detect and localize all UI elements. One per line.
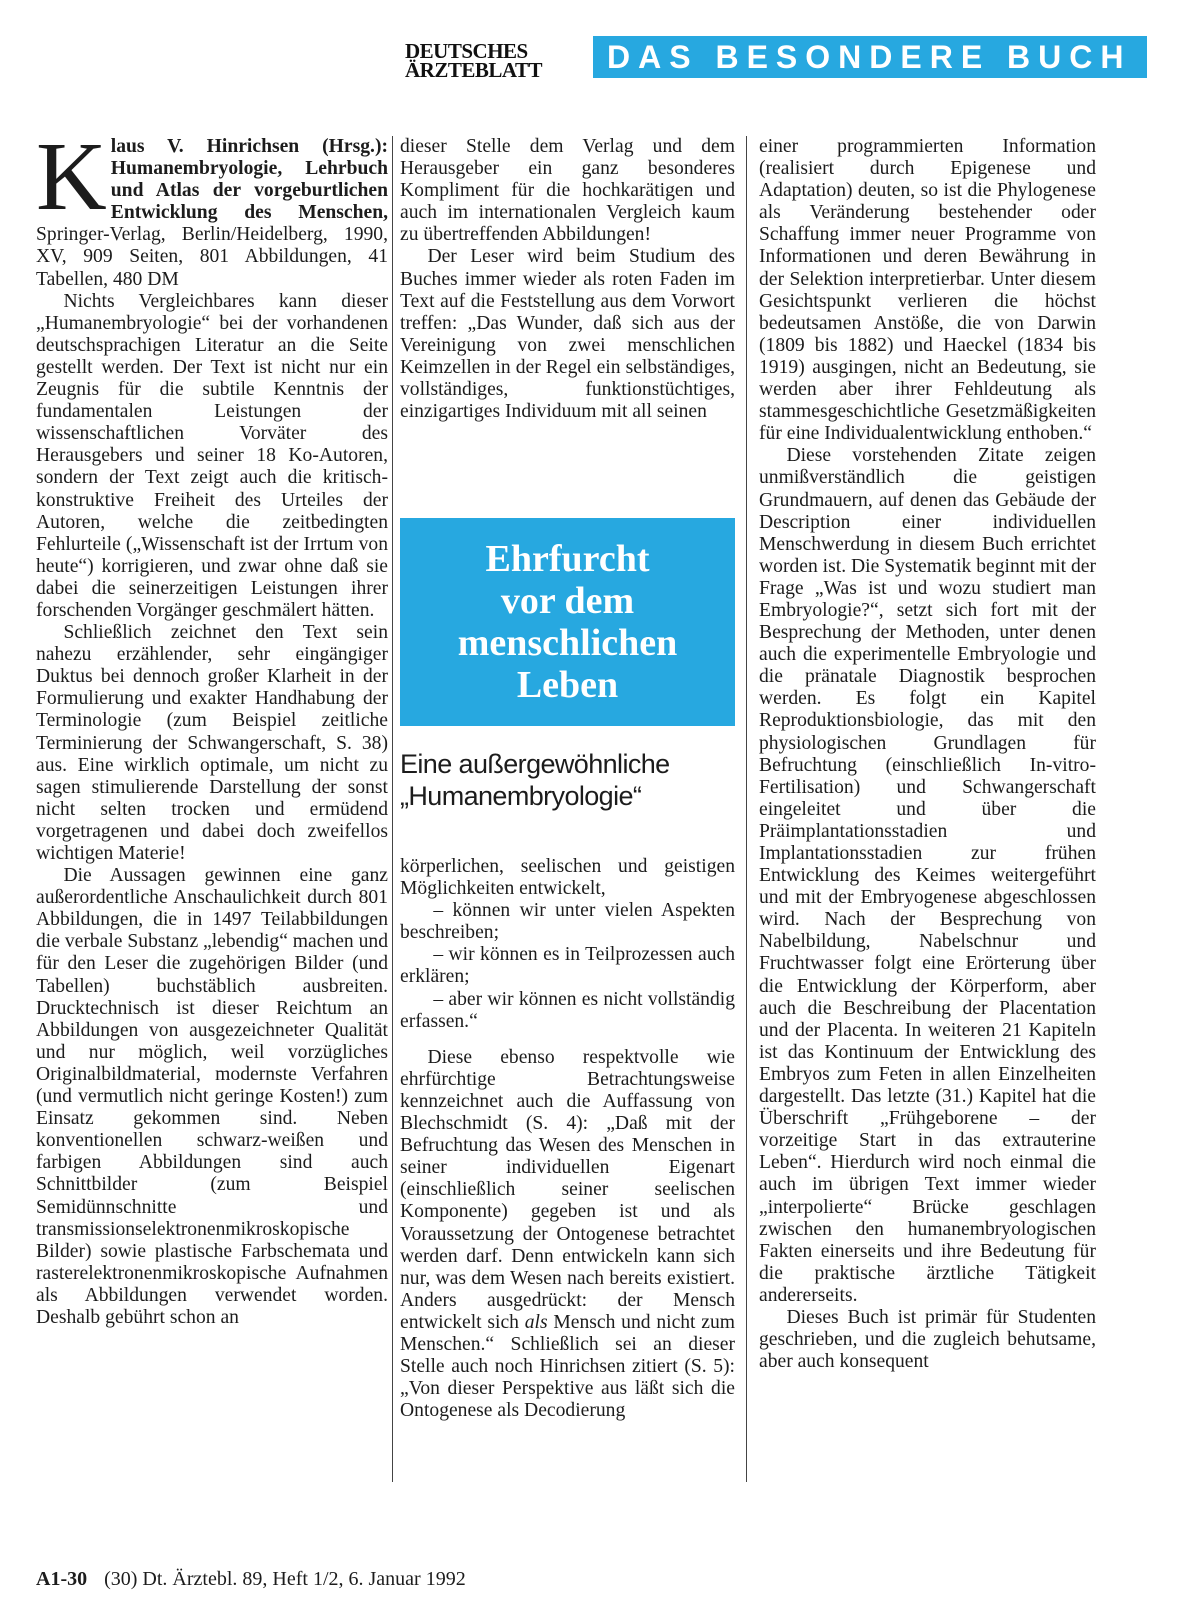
pull-quote-line: Leben [516, 664, 619, 706]
paragraph: dieser Stelle dem Verlag und dem Herausgeber ein ganz besonderes Kompliment für die hochkarätigen und auch im internationalen Vergleich kaum zu übertreffenden Abbildungen! [400, 136, 735, 246]
paragraph: einer programmierten Information (realisiert durch Epigenese und Adaptation) deuten, so ist die Phylogenese als Veränderung bestehender oder Schaffung immer neuer Programme von Informationen und deren Bewährung in der Selektion interpretierbar. Unter diesem Gesichtspunkt verlieren die höchst bedeutsamen Anstöße, die von Darwin (1809 bis 1882) und Haeckel (1834 bis 1919) ausgingen, nicht an Bedeutung, sie werden aber ihrer Fehldeutung als stammesgeschichtliche Gesetzmäßigkeiten für eine Individualentwicklung enthoben.“ [759, 136, 1096, 445]
bibliography-title: laus V. Hinrichsen (Hrsg.): Humanembryologie, Lehrbuch und Atlas der vorgeburtlichen Entwicklung des Menschen, [110, 136, 388, 224]
paragraph: Der Leser wird beim Studium des Buches immer wieder als roten Faden im Text auf die Feststellung aus dem Vorwort treffen: „Das Wunder, daß sich aus der Vereinigung von zwei menschlichen Keimzellen in der Regel ein selbständiges, vollständiges, funktionstüchtiges, einzigartiges Individuum mit all seinen [400, 246, 735, 423]
paragraph: Nichts Vergleichbares kann dieser „Humanembryologie“ bei der vorhandenen deutschsprachigen Literatur an die Seite gestellt werden. Der Text ist nicht nur ein Zeugnis für die subtile Kenntnis der fundamentalen Leistungen der wissenschaftlichen Vorväter des Herausgebers und seiner 18 Ko-Autoren, sondern der Text zeigt auch die kritisch-konstruktive Freiheit des Urteiles der Autoren, welche die zeitbedingten Fehlurteile („Wissenschaft ist der Irrtum von heute“) korrigieren, und zwar ohne daß sie dabei die seinerzeitigen Leistungen ihrer forschenden Vorgänger geschmälert hätten. [36, 290, 388, 621]
paragraph-text: Diese ebenso respektvolle wie ehrfürchtige Betrachtungsweise kennzeichnet auch die Auffassung von Blechschmidt (S. 4): „Daß mit der Befruchtung das Wesen des Menschen in seiner individuellen Eigenart (einschließlich seiner seelischen Komponente) gegeben ist und als Voraussetzung der Ontogenese betrachtet werden darf. Denn entwickeln kann sich nur, was dem Wesen nach bereits existiert. Anders ausgedrückt: der Mensch entwickelt sich [400, 1046, 735, 1333]
quote-item: – aber wir können es nicht vollständig erfassen.“ [400, 988, 735, 1032]
pull-quote-box [400, 518, 735, 726]
paragraph-text: Mensch und nicht zum Menschen.“ Schließlich sei an dieser Stelle auch noch Hinrichsen zitiert (S. 5): „Von dieser Perspektive aus läßt sich die Ontogenese als Decodierung [400, 1311, 736, 1422]
paragraph: Diese vorstehenden Zitate zeigen unmißverständlich die geistigen Grundmauern, auf denen das Gebäude der Description einer individuellen Menschwerdung in diesem Buch errichtet worden ist. Die Systematik beginnt mit der Frage „Was ist und wozu studiert man Embryologie?“, setzt sich fort mit der Besprechung der Methoden, unter denen auch die experimentelle Embryologie und die pränatale Diagnostik besprochen werden. Es folgt ein Kapitel Reproduktionsbiologie, das mit den physiologischen Grundlagen für Befruchtung (einschließlich In-vitro-Fertilisation) und Schwangerschaft eingeleitet und über die Präimplantationsstadien und Implantationsstadien zur frühen Entwicklung des Keimes weitergeführt und mit der Embryogenese abgeschlossen wird. Nach der Besprechung von Nabelbildung, Nabelschnur und Fruchtwasser folgt eine Erörterung über die Entwicklung der Körperform, aber auch die Beschreibung der Placentation und der Placenta. In weiteren 21 Kapiteln ist das Kontinuum der Entwicklung des Embryos zum Feten in allen Einzelheiten dargestellt. Das letzte (31.) Kapitel hat die Überschrift „Frühgeborene – der vorzeitige Start in das extrauterine Leben“. Hierdurch wird noch einmal die auch im übrigen Text immer wieder „interpolierte“ Brücke geschlagen zwischen den humanembryologischen Fakten einerseits und ihre Bedeutung für die praktische ärztliche Tätigkeit andererseits. [759, 445, 1096, 1306]
subheadline-line1: Eine außergewöhnliche [400, 749, 670, 779]
pull-quote-line: menschlichen [457, 622, 678, 664]
column-divider-left [392, 136, 393, 1482]
pull-quote-line: Ehrfurcht [485, 538, 650, 580]
journal-logo-line2: ÄRZTEBLATT [405, 58, 542, 82]
article-column-2-bottom [400, 856, 735, 1422]
pull-quote-line: vor dem [500, 580, 635, 622]
paragraph: Die Aussagen gewinnen eine ganz außerordentliche Anschaulichkeit durch 801 Abbildungen, die in 1497 Teilabbildungen die verbale Substanz „lebendig“ machen und für den Leser die zugehörigen Bilder (und Tabellen) buchstäblich ausbreiten. Drucktechnisch ist dieser Reichtum an Abbildungen von ausgezeichneter Qualität und nur möglich, weil vorzügliches Originalbildmaterial, modernste Verfahren (und vermutlich nicht geringe Kosten!) zum Einsatz gekommen sind. Neben konventionellen schwarz-weißen und farbigen Abbildungen sind auch Schnittbilder (zum Beispiel Semidünnschnitte und transmissionselektronenmikroskopische Bilder) sowie plastische Farbschemata und rasterelektronenmikroskopische Aufnahmen als Abbildungen verwendet worden. Deshalb gebührt schon an [36, 865, 389, 1328]
article-subheadline [400, 748, 740, 812]
page-footer [36, 1568, 466, 1591]
paragraph [400, 1047, 735, 1423]
article-column-2-top [400, 136, 735, 423]
quote-item: – können wir unter vielen Aspekten beschreiben; [400, 900, 735, 944]
column-divider-right [746, 136, 747, 1482]
journal-logo-line1: DEUTSCHES [405, 39, 528, 63]
article-column-1 [36, 123, 389, 1329]
paragraph: Schließlich zeichnet den Text sein nahezu erzählender, sehr eingängiger Duktus bei dennoch großer Klarheit in der Formulierung und exakter Handhabung der Terminologie (zum Beispiel zeitliche Terminierung der Schwangerschaft, S. 38) aus. Eine wirklich optimale, um nicht zu sagen stimulierende Darstellung der sonst nicht selten trocken und ermüdend vorgetragenen und dabei doch zweifellos wichtigen Materie! [36, 622, 388, 864]
citation: (30) Dt. Ärztebl. 89, Heft 1/2, 6. Januar 1992 [104, 1568, 466, 1590]
article-column-3 [759, 136, 1096, 1373]
drop-cap: K [36, 123, 107, 231]
paragraph: körperlichen, seelischen und geistigen Möglichkeiten entwickelt, [400, 856, 735, 900]
bibliography-entry [36, 123, 388, 291]
section-banner: DAS BESONDERE BUCH [593, 36, 1147, 78]
subheadline-line2: „Humanembryologie“ [400, 781, 642, 811]
emphasis: als [524, 1311, 548, 1333]
journal-logo [405, 39, 585, 82]
paragraph: Dieses Buch ist primär für Studenten geschrieben, und die zugleich behutsame, aber auch konsequent [759, 1306, 1096, 1373]
bibliography-details: Springer-Verlag, Berlin/Heidelberg, 1990, XV, 909 Seiten, 801 Abbildungen, 41 Tabellen, 480 DM [36, 224, 388, 290]
quote-item: – wir können es in Teilprozessen auch erklären; [400, 944, 735, 988]
page-number: A1-30 [36, 1568, 88, 1590]
